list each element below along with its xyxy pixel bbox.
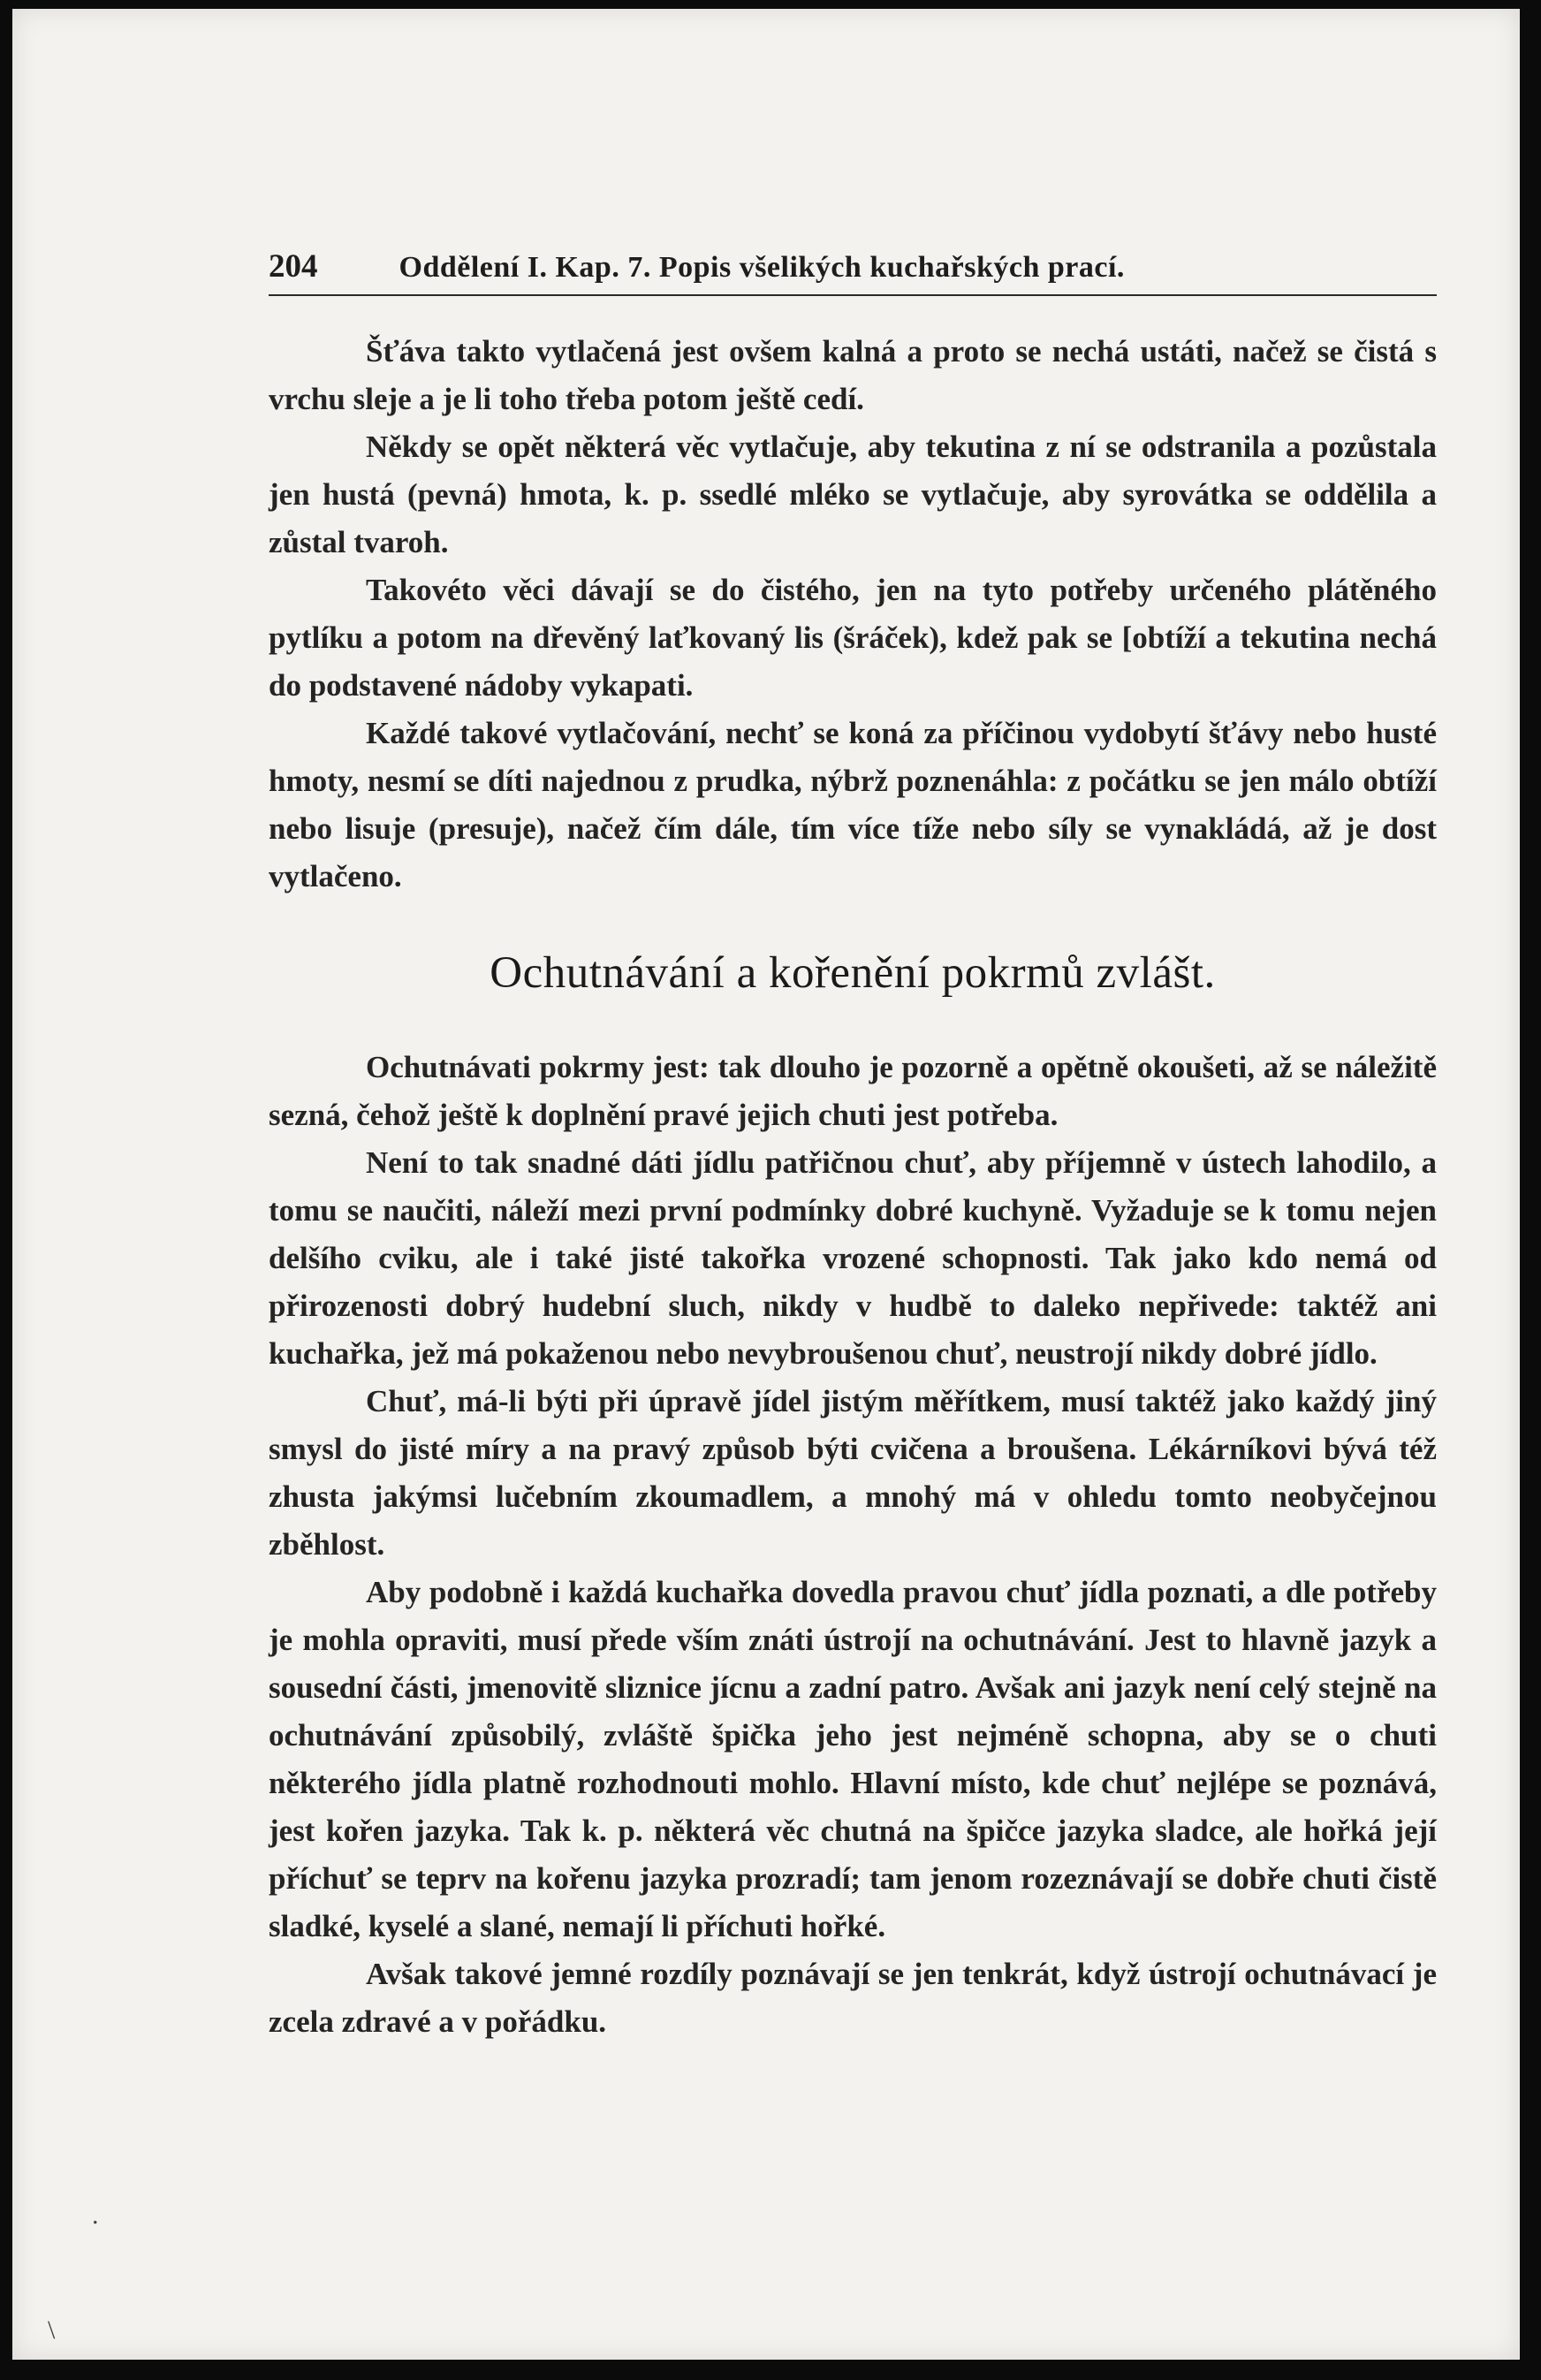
scan-speck: \ (48, 2315, 56, 2345)
paragraph: Takovéto věci dávají se do čistého, jen na tyto potřeby určeného plátěného pytlíku a potom na dřevěný laťkovaný lis (šráček), kdež pak se [obtíží a tekutina nechá do podstavené nádoby vykapati. (269, 573, 1437, 703)
section-title: Ochutnávání a kořenění pokrmů zvlášt. (490, 948, 1216, 998)
page-number: 204 (269, 248, 318, 285)
paragraph: Avšak takové jemné rozdíly poznávají se jen tenkrát, když ústrojí ochutnávací je zcela zdravé a v pořádku. (269, 1957, 1437, 2039)
paragraph: Není to tak snadné dáti jídlu patřičnou chuť, aby příjemně v ústech lahodilo, a tomu se naučiti, náleží mezi první podmínky dobré kuchyně. Vyžaduje se k tomu nejen delšího cviku, ale i také jisté takořka vrozené schopnosti. Tak jako kdo nemá od přirozenosti dobrý hudební sluch, nikdy v hudbě to daleko nepřivede: taktéž ani kuchařka, jež má pokaženou nebo nevybroušenou chuť, neustrojí nikdy dobré jídlo. (269, 1145, 1437, 1371)
scan-speck: . (92, 2201, 99, 2230)
paragraph: Chuť, má-li býti při úpravě jídel jistým měřítkem, musí taktéž jako každý jiný smysl do jisté míry a na pravý způsob býti cvičena a broušena. Lékárníkovi bývá též zhusta jakýmsi lučebním zkoumadlem, a mnohý má v ohledu tomto neobyčejnou zběhlost. (269, 1384, 1437, 1562)
paragraph: Někdy se opět některá věc vytlačuje, aby tekutina z ní se odstranila a pozůstala jen hustá (pevná) hmota, k. p. ssedlé mléko se vytlačuje, aby syrovátka se oddělila a zůstal tvaroh. (269, 430, 1437, 559)
running-title: Oddělení I. Kap. 7. Popis všelikých kuchařských prací. (399, 251, 1125, 284)
book-page (12, 9, 1520, 2360)
paragraph: Každé takové vytlačování, nechť se koná za příčinou vydobytí šťávy nebo husté hmoty, nesmí se díti najednou z prudka, nýbrž poznenáhla: z počátku se jen málo obtíží nebo lisuje (presuje), načež čím dále, tím více tíže nebo síly se vynakládá, až je dost vytlačeno. (269, 716, 1437, 893)
paragraph: Aby podobně i každá kuchařka dovedla pravou chuť jídla poznati, a dle potřeby je mohla opraviti, musí přede vším znáti ústrojí na ochutnávání. Jest to hlavně jazyk a sousední části, jmenovitě sliznice jícnu a zadní patro. Avšak ani jazyk není celý stejně na ochutnávání způsobilý, zvláště špička jeho jest nejméně schopna, aby se o chuti některého jídla platně rozhodnouti mohlo. Hlavní místo, kde chuť nejlépe se poznává, jest kořen jazyka. Tak k. p. některá věc chutná na špičce jazyka sladce, ale hořká její příchuť se teprv na kořenu jazyka prozradí; tam jenom rozeznávají se dobře chuti čistě sladké, kyselé a slané, nemají li příchuti hořké. (269, 1575, 1437, 1943)
paragraph: Šťáva takto vytlačená jest ovšem kalná a proto se nechá ustáti, načež se čistá s vrchu sleje a je li toho třeba potom ještě cedí. (269, 334, 1437, 416)
paragraph: Ochutnávati pokrmy jest: tak dlouho je pozorně a opětně okoušeti, až se náležitě sezná, čehož ještě k doplnění pravé jejich chuti jest potřeba. (269, 1050, 1437, 1132)
page-content (269, 247, 1437, 2046)
page-header (269, 247, 1437, 296)
